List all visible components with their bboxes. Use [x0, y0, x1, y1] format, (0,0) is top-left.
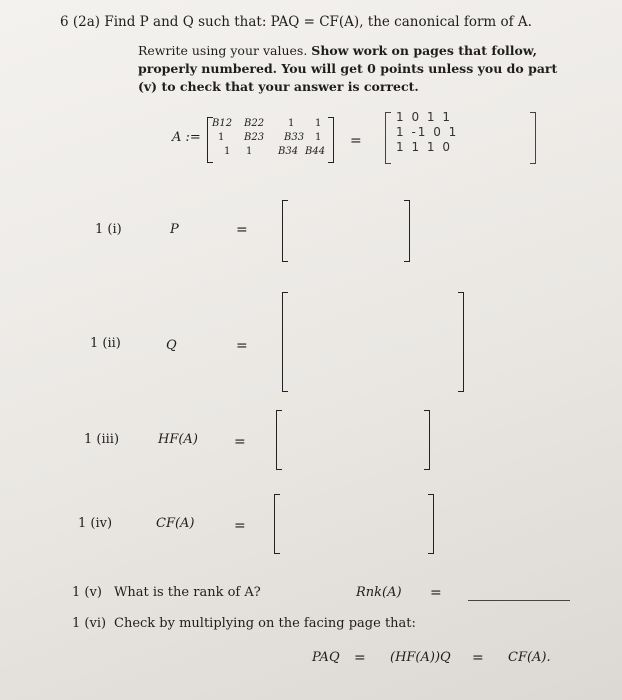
part-ii-name: Q — [166, 338, 177, 353]
check-equals-2: = — [472, 650, 484, 666]
part-iii-name: HF(A) — [158, 432, 198, 447]
rank-equals: = — [430, 585, 442, 601]
part-ii-number: 1 (ii) — [90, 336, 121, 351]
part-i-right-bracket[interactable] — [404, 200, 410, 262]
check-rhs: CF(A). — [508, 650, 551, 665]
part-i-equals: = — [236, 222, 248, 238]
rank-label: Rnk(A) — [356, 585, 402, 600]
part-iii-number: 1 (iii) — [84, 432, 120, 447]
part-ii-equals: = — [236, 338, 248, 354]
matrix-a-cell-2-1: 1 — [246, 146, 253, 157]
handwritten-right-bracket — [530, 112, 536, 164]
matrix-a-cell-0-1: B22 — [244, 118, 265, 129]
part-v-question: What is the rank of A? — [114, 585, 261, 600]
part-i-number: 1 (i) — [95, 222, 122, 237]
rank-answer-line[interactable] — [468, 600, 570, 601]
matrix-a-equals: = — [350, 133, 362, 149]
matrix-a-cell-0-0: B12 — [212, 118, 233, 129]
part-iii-right-bracket[interactable] — [424, 410, 430, 470]
part-iv-left-bracket[interactable] — [274, 494, 280, 554]
check-lhs: PAQ — [312, 650, 340, 665]
matrix-a-cell-1-0: 1 — [218, 132, 225, 143]
matrix-a-cell-2-0: 1 — [224, 146, 231, 157]
question-header: 6 (2a) Find P and Q such that: PAQ = CF(A), the canonical form of A. — [60, 14, 532, 30]
part-i-left-bracket[interactable] — [282, 200, 288, 262]
handwritten-row-1: 1 -1 0 1 — [396, 125, 459, 139]
matrix-a-cell-2-3: B44 — [305, 146, 326, 157]
part-iv-equals: = — [234, 518, 246, 534]
matrix-a-cell-0-3: 1 — [315, 118, 322, 129]
instructions — [138, 42, 568, 96]
part-v-number: 1 (v) — [72, 585, 102, 600]
matrix-a-right-bracket — [328, 117, 334, 163]
part-iv-number: 1 (iv) — [78, 516, 113, 531]
handwritten-left-bracket — [385, 112, 391, 164]
matrix-a-label: A := — [172, 130, 201, 145]
part-ii-right-bracket[interactable] — [458, 292, 464, 392]
matrix-a-cell-2-2: B34 — [278, 146, 299, 157]
part-iii-equals: = — [234, 434, 246, 450]
part-vi-number: 1 (vi) — [72, 616, 107, 631]
instructions-plain: Rewrite using your values. — [138, 43, 308, 58]
matrix-a-cell-1-2: B33 — [284, 132, 305, 143]
part-iv-name: CF(A) — [156, 516, 195, 531]
matrix-a-cell-1-3: 1 — [315, 132, 322, 143]
part-vi-text: Check by multiplying on the facing page that: — [114, 616, 416, 631]
handwritten-row-2: 1 1 1 0 — [396, 140, 452, 154]
instructions-bold: Show work on pages that follow, properly numbered. You will get 0 points unless you do part (v) to check that your answer is correct. — [138, 43, 558, 94]
check-middle: (HF(A))Q — [390, 650, 451, 665]
handwritten-row-0: 1 0 1 1 — [396, 110, 452, 124]
part-iv-right-bracket[interactable] — [428, 494, 434, 554]
check-equals-1: = — [354, 650, 366, 666]
matrix-a-cell-0-2: 1 — [288, 118, 295, 129]
part-iii-left-bracket[interactable] — [276, 410, 282, 470]
part-i-name: P — [170, 222, 179, 237]
matrix-a-cell-1-1: B23 — [244, 132, 265, 143]
part-ii-left-bracket[interactable] — [282, 292, 288, 392]
